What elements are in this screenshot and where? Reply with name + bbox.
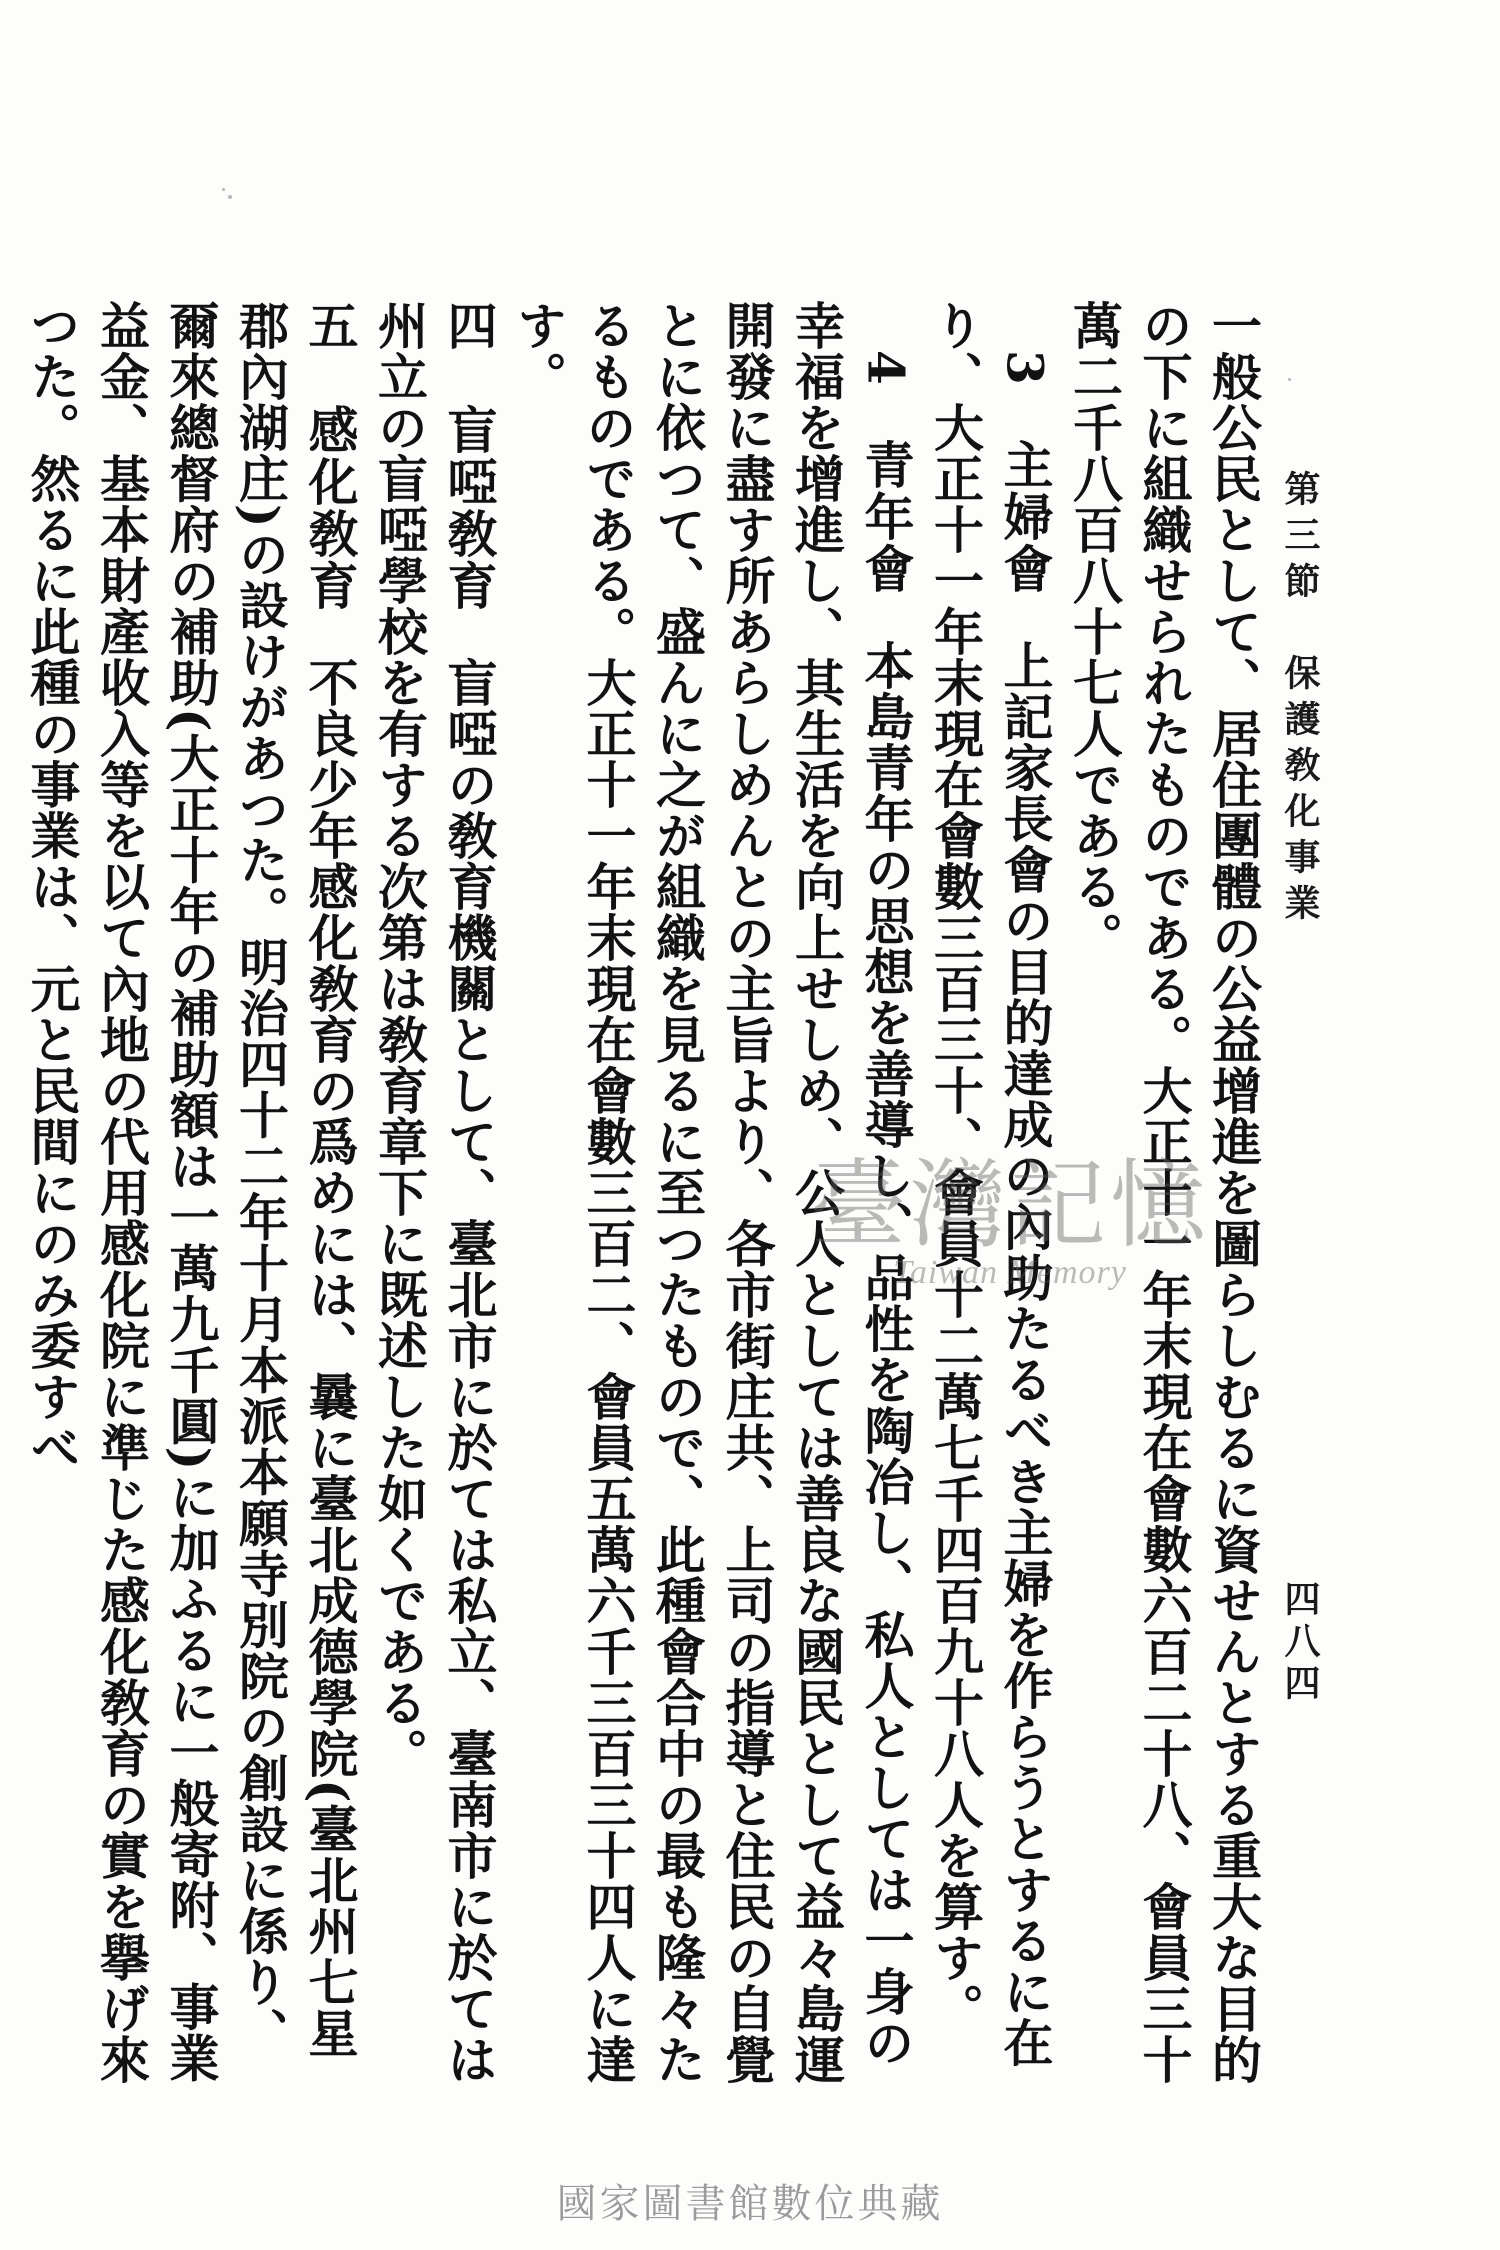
chapter-title: 第三節 保護敎化事業: [1279, 470, 1321, 930]
paragraph-text: 一般公民として、居住團體の公益增進を圖らしむるに資せんとする重大な目的の下に組織せられたものである。大正十一年末現在會數六百二十八、會員三十萬二千八百八十七人である。: [1065, 300, 1263, 2085]
paragraph-housewives-association: [921, 300, 1060, 2100]
paragraph-reform-education: [17, 300, 365, 2100]
section-label-blind-deaf: 四 盲啞敎育: [439, 300, 499, 612]
body-text: [22, 300, 1268, 2100]
section-label-reform: 五 感化敎育: [300, 300, 360, 612]
paragraph-text: 上記家長會の目的達成の內助たるべき主婦を作らうとするに在り、大正十一年末現在會數三百三十、會員十二萬七千四百九十八人を算す。: [926, 300, 1055, 2068]
scan-speck: [222, 188, 225, 191]
paragraph-text: 不良少年感化敎育の爲めには、曩に臺北成德學院(臺北州七星郡內湖庄)の設けがあつた。明治四十二年十月本派本願寺別院の創設に係り、爾來總督府の補助(大正十年の補助額は一萬九千圓)に加ふるに一般寄附、事業益金、基本財產收入等を以て內地の代用感化院に準じた感化敎育の實を擧げ來つた。然るに此種の事業は、元と民間にのみ委すべ: [22, 300, 360, 2085]
footer-credit: 國家圖書館數位典藏: [556, 2181, 944, 2227]
page-number: 四八四: [1279, 1580, 1321, 1706]
section-label-housewives: 3 主婦會: [995, 350, 1055, 595]
paragraph-youth-association: [504, 300, 921, 2100]
paragraph-1: [1060, 300, 1269, 2100]
paragraph-text: 本島青年の思想を善導し、品性を陶冶し、私人としては一身の幸福を增進し、其生活を向上せしめ、公人としては善良な國民として益々島運開發に盡す所あらしめんとの主旨より、各市街庄共、上司の指導と住民の自覺とに依つて、盛んに之が組織を見るに至つたもので、此種會合中の最も隆々たるものである。大正十一年末現在會數三百二、會員五萬六千三百三十四人に達す。: [509, 300, 916, 2085]
section-label-youth: 4 青年會: [856, 350, 916, 595]
scan-speck: [228, 195, 232, 199]
watermark-subtitle: Taiwan Memory: [893, 1254, 1127, 1291]
paragraph-blind-deaf-education: [365, 300, 504, 2100]
watermark-logo: 臺灣記憶: [810, 1149, 1210, 1261]
scan-speck: [1288, 378, 1291, 381]
paragraph-text: 盲啞の敎育機關として、臺北市に於ては私立、臺南市に於ては州立の盲啞學校を有する次第は敎育章下に既述した如くである。: [370, 300, 499, 2085]
